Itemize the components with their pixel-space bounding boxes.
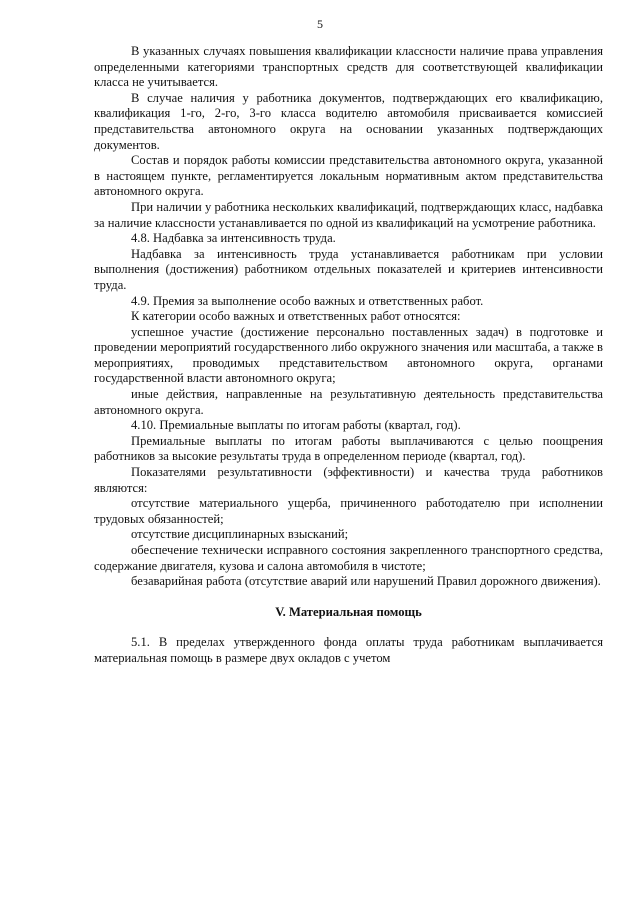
paragraph: иные действия, направленные на результативную деятельность представительства автономного округа.: [94, 387, 603, 417]
paragraph: В указанных случаях повышения квалификации классности наличие права управления определенными категориями транспортных средств для соответствующей квалификации класса не учитывается.: [94, 44, 603, 90]
paragraph: обеспечение технически исправного состояния закрепленного транспортного средства, содержание двигателя, кузова и салона автомобиля в чистоте;: [94, 543, 603, 573]
document-body: [94, 44, 603, 667]
paragraph: При наличии у работника нескольких квалификаций, подтверждающих класс, надбавка за наличие классности устанавливается по одной из квалификаций на усмотрение работника.: [94, 199, 603, 230]
paragraph: Надбавка за интенсивность труда устанавливается работникам при условии выполнения (достижения) работником отдельных показателей и критериев интенсивности труда.: [94, 246, 603, 292]
paragraph: безаварийная работа (отсутствие аварий или нарушений Правил дорожного движения).: [131, 574, 601, 589]
paragraph: К категории особо важных и ответственных работ относятся:: [131, 309, 461, 324]
paragraph: Премиальные выплаты по итогам работы выплачиваются с целью поощрения работников за высокие результаты труда в определенном периоде (квартал, год).: [94, 433, 603, 464]
section-heading: V. Материальная помощь: [275, 604, 422, 619]
paragraph: 4.9. Премия за выполнение особо важных и ответственных работ.: [131, 293, 484, 308]
paragraph: отсутствие материального ущерба, причиненного работодателю при исполнении трудовых обязанностей;: [94, 496, 603, 526]
page-number: 5: [317, 17, 323, 31]
paragraph: успешное участие (достижение персонально поставленных задач) в подготовке и проведении мероприятий государственного либо окружного значения или масштаба, а также в мероприятиях, проводимых представительством автономного округа, органами государственной власти автономного округа;: [94, 324, 603, 386]
paragraph: 4.8. Надбавка за интенсивность труда.: [131, 231, 336, 246]
paragraph: 4.10. Премиальные выплаты по итогам работы (квартал, год).: [131, 418, 461, 433]
paragraph: В случае наличия у работника документов, подтверждающих его квалификацию, квалификация 1-го, 2-го, 3-го класса водителю автомобиля присваивается комиссией представительства автономного округа на основании указанных подтверждающих документов.: [94, 90, 603, 152]
paragraph: Состав и порядок работы комиссии представительства автономного округа, указанной в настоящем пункте, регламентируется локальным нормативным актом представительства автономного округа.: [94, 153, 603, 199]
paragraph: отсутствие дисциплинарных взысканий;: [131, 527, 349, 542]
paragraph: Показателями результативности (эффективности) и качества труда работников являются:: [94, 465, 603, 495]
paragraph: 5.1. В пределах утвержденного фонда оплаты труда работникам выплачивается материальная помощь в размере двух окладов с учетом: [94, 635, 603, 665]
